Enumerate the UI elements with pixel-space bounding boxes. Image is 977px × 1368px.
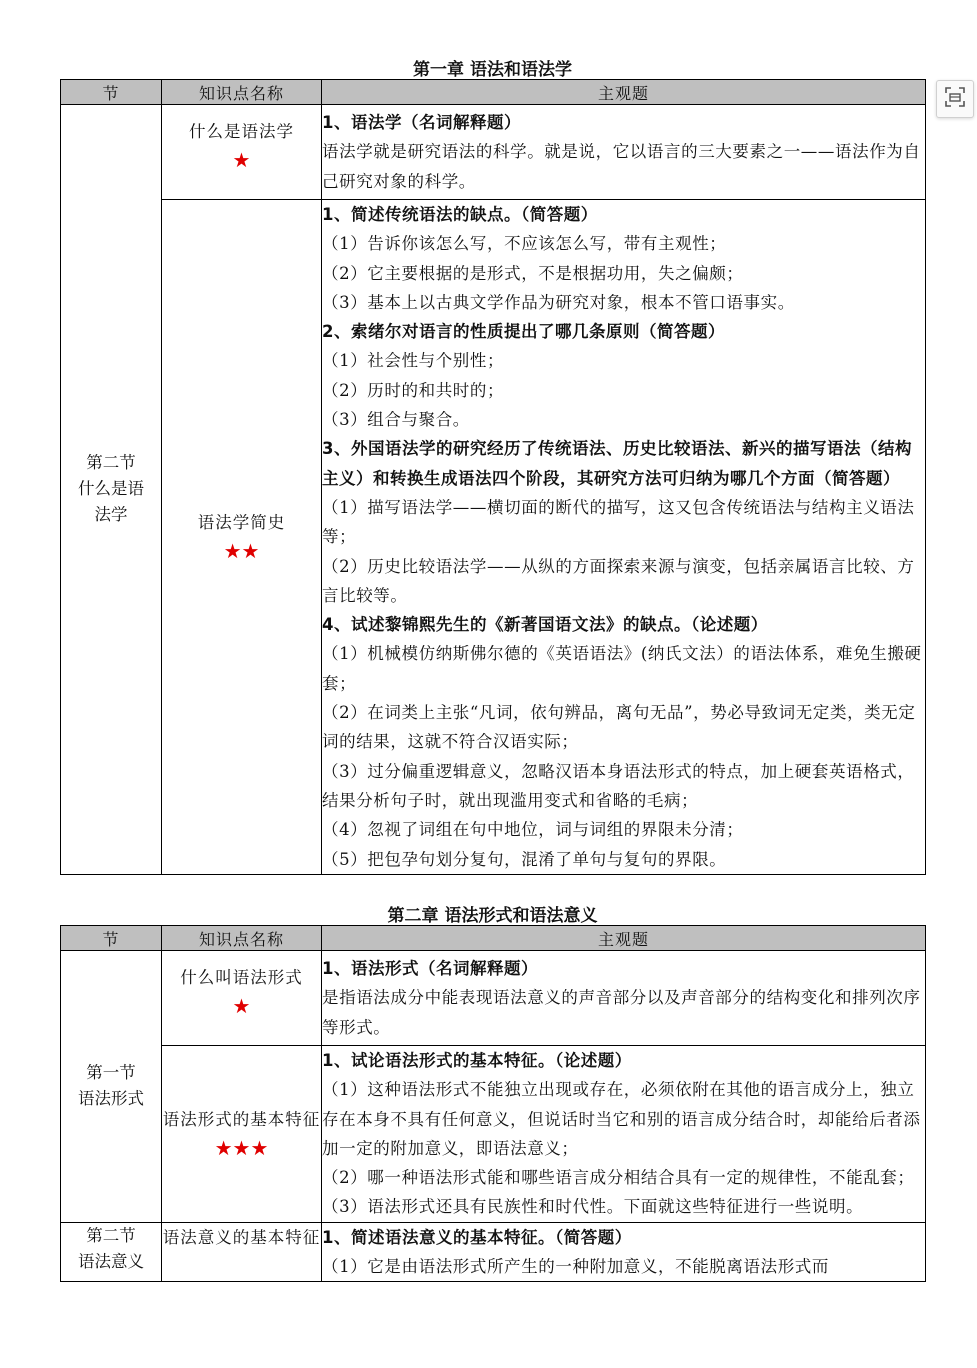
- knowledge-point-cell: [162, 1046, 322, 1223]
- table-row: [61, 105, 926, 200]
- knowledge-point-cell: [162, 200, 322, 875]
- section-cell-ch2-s1: 第一节 语法形式: [61, 951, 162, 1223]
- importance-stars: ★: [232, 994, 251, 1018]
- table-header-row: [61, 80, 926, 105]
- knowledge-point-cell: [162, 105, 322, 200]
- table-header-row: [61, 926, 926, 951]
- question-title: 4、试述黎锦熙先生的《新著国语文法》的缺点。（论述题）: [322, 615, 768, 635]
- list-item: （1）告诉你该怎么写，不应该怎么写，带有主观性；: [322, 234, 727, 254]
- list-item: （2）它主要根据的是形式，不是根据功用，失之偏颇；: [322, 263, 744, 283]
- question-title: 1、语法学（名词解释题）: [322, 113, 521, 133]
- header-knowledge: 知识点名称: [162, 80, 322, 105]
- importance-stars: ★★: [223, 539, 260, 564]
- chapter1-title: 第一章 语法和语法学: [413, 60, 572, 80]
- knowledge-point-name: 语法学简史: [197, 513, 286, 533]
- header-section: 节: [61, 926, 162, 951]
- table-row: [61, 200, 926, 875]
- chapter2-table: [60, 925, 926, 1282]
- header-section: 节: [61, 80, 162, 105]
- section-cell-ch1-s2: 第二节 什么是语 法学: [61, 105, 162, 875]
- knowledge-point-name: 语法意义的基本特征: [162, 1227, 321, 1247]
- question-title: 1、简述传统语法的缺点。（简答题）: [322, 205, 598, 224]
- list-item: （1）社会性与个别性；: [322, 351, 505, 371]
- table-row: [61, 951, 926, 1046]
- section-cell-ch2-s2: 第二节 语法意义: [61, 1222, 162, 1282]
- list-item: （1）它是由语法形式所产生的一种附加意义，不能脱离语法形式而: [322, 1257, 829, 1277]
- answer-cell: [322, 105, 926, 200]
- list-item: （1）这种语法形式不能独立出现或存在，必须依附在其他的语言成分上，独立存在本身不具有任何意义，但说话时当它和别的语言成分结合时，却能给后者添加一定的附加意义，即语法意义；: [322, 1080, 921, 1158]
- chapter2-title: 第二章 语法形式和语法意义: [387, 906, 598, 926]
- knowledge-point-cell: [162, 951, 322, 1046]
- list-item: （3）语法形式还具有民族性和时代性。下面就这些特征进行一些说明。: [322, 1197, 864, 1217]
- list-item: （1）描写语法学——横切面的断代的描写，这又包含传统语法与结构主义语法等；: [322, 497, 915, 547]
- question-title: 1、语法形式（名词解释题）: [322, 959, 538, 979]
- list-item: （2）在词类上主张“凡词，依句辨品，离句无品”，势必导致词无定类，类无定词的结果，这就不符合汉语实际；: [322, 703, 916, 752]
- list-item: （3）组合与聚合。: [322, 410, 470, 430]
- header-knowledge: 知识点名称: [162, 926, 322, 951]
- importance-stars: ★: [232, 148, 251, 172]
- answer-cell: [322, 1046, 926, 1223]
- answer-cell: [322, 951, 926, 1046]
- knowledge-point-cell: [162, 1222, 322, 1282]
- question-title: 3、外国语法学的研究经历了传统语法、历史比较语法、新兴的描写语法（结构主义）和转换生成语法四个阶段，其研究方法可归纳为哪几个方面（简答题）: [322, 439, 912, 488]
- screenshot-tool-button[interactable]: [936, 80, 974, 118]
- question-title: 1、试论语法形式的基本特征。（论述题）: [322, 1051, 632, 1070]
- chapter1-table: [60, 79, 926, 875]
- knowledge-point-name: 什么是语法学: [189, 122, 294, 141]
- answer-cell: [322, 1222, 926, 1282]
- list-item: （1）机械模仿纳斯佛尔德的《英语语法》(纳氏文法）的语法体系，难免生搬硬套；: [322, 644, 922, 693]
- list-item: （3）基本上以古典文学作品为研究对象，根本不管口语事实。: [322, 292, 795, 312]
- importance-stars: ★★★: [214, 1136, 269, 1161]
- list-item: （5）把包孕句划分复句，混淆了单句与复句的界限。: [322, 849, 727, 869]
- list-item: （3）过分偏重逻辑意义，忽略汉语本身语法形式的特点，加上硬套英语格式，结果分析句子时，就出现滥用变式和省略的毛病；: [322, 761, 915, 810]
- screenshot-icon: [944, 86, 966, 112]
- header-subjective: 主观题: [322, 926, 926, 951]
- knowledge-point-name: 语法形式的基本特征: [162, 1110, 321, 1130]
- header-subjective: 主观题: [322, 80, 926, 105]
- knowledge-point-name: 什么叫语法形式: [180, 968, 303, 987]
- answer-text: 是指语法成分中能表现语法意义的声音部分以及声音部分的结构变化和排列次序等形式。: [322, 988, 921, 1037]
- table-row: [61, 1222, 926, 1282]
- list-item: （2）历时的和共时的；: [322, 380, 505, 400]
- question-title: 2、索绪尔对语言的性质提出了哪几条原则（简答题）: [322, 322, 725, 342]
- list-item: （2）历史比较语法学——从纵的方面探索来源与演变，包括亲属语言比较、方言比较等。: [322, 556, 915, 605]
- answer-text: 语法学就是研究语法的科学。就是说，它以语言的三大要素之一——语法作为自己研究对象的科学。: [322, 142, 921, 191]
- question-title: 1、简述语法意义的基本特征。（简答题）: [322, 1227, 632, 1247]
- table-row: [61, 1046, 926, 1223]
- list-item: （4）忽视了词组在句中地位，词与词组的界限未分清；: [322, 820, 744, 840]
- answer-cell: [322, 200, 926, 875]
- list-item: （2）哪一种语法形式能和哪些语言成分相结合具有一定的规律性，不能乱套；: [322, 1168, 915, 1188]
